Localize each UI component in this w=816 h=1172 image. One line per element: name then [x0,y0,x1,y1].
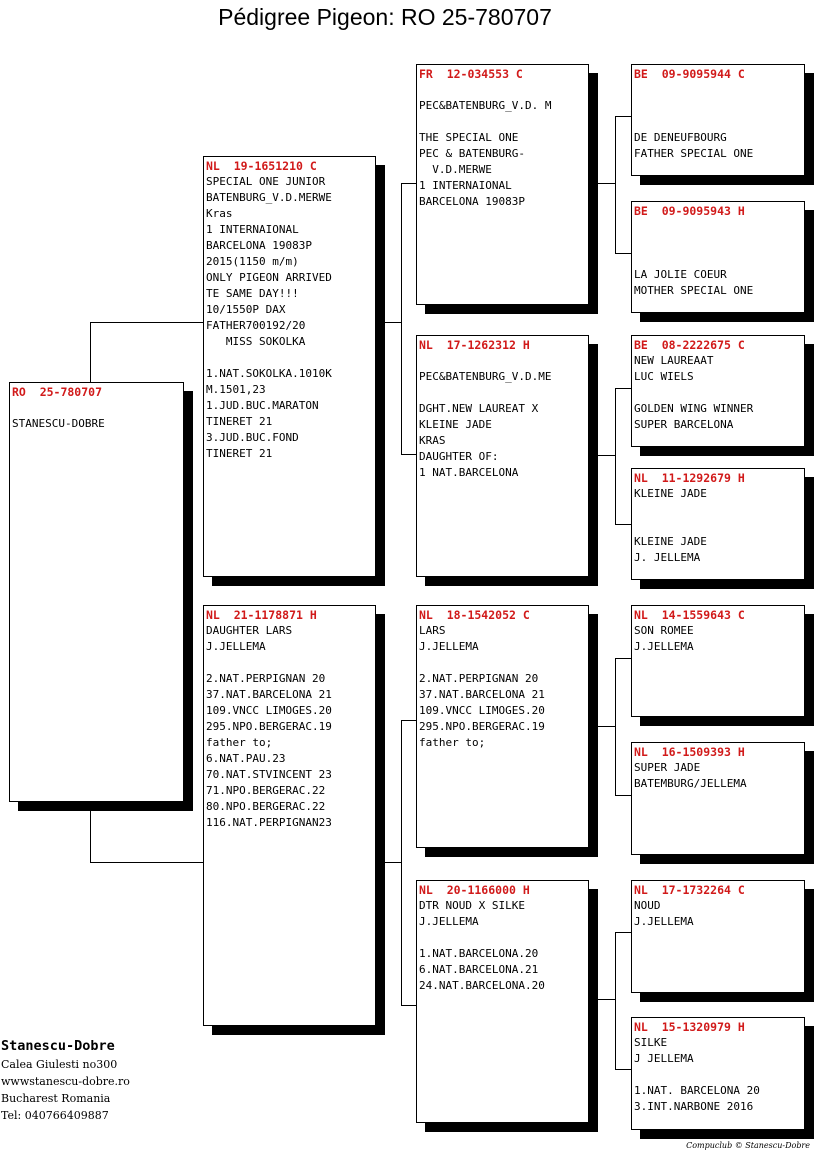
breeder-name: Stanescu-Dobre [1,1038,115,1054]
connector [384,862,401,863]
pigeon-notes: KLEINE JADE KLEINE JADE J. JELLEMA [634,487,707,564]
breeder-website: wwwstanescu-dobre.ro [1,1075,130,1088]
page-title: Pédigree Pigeon: RO 25-780707 [218,4,552,30]
pigeon-notes: DTR NOUD X SILKE J.JELLEMA 1.NAT.BARCELONA.20 6.NAT.BARCELONA.21 24.NAT.BARCELONA.20 [419,899,545,992]
ring-number: NL 16-1509393 H [634,745,745,759]
connector [615,388,632,389]
connector [615,658,632,659]
ring-number: BE 09-9095943 H [634,204,745,218]
ring-number: FR 12-034553 C [419,67,523,81]
connector [90,862,204,863]
pigeon-notes: STANESCU-DOBRE [12,417,105,430]
pigeon-notes: LA JOLIE COEUR MOTHER SPECIAL ONE [634,268,754,297]
pigeon-notes: PEC&BATENBURG_V.D.ME DGHT.NEW LAUREAT X KLEINE JADE KRAS DAUGHTER OF: 1 NAT.BARCELONA [419,370,552,479]
pigeon-notes: NEW LAUREAAT LUC WIELS GOLDEN WING WINNER SUPER BARCELONA [634,354,754,431]
ring-number: NL 18-1542052 C [419,608,530,622]
connector [615,524,632,525]
pigeon-notes: DAUGHTER LARS J.JELLEMA 2.NAT.PERPIGNAN 20 37.NAT.BARCELONA 21 109.VNCC LIMOGES.20 295.NPO.BERGERAC.19 father to; 6.NAT.PAU.23 70.NAT.STVINCENT 23 71.NPO.BERGERAC.22 80.NPO.BERGERAC.22 116.NAT.PERPIGNAN23 [206,624,332,829]
connector [384,322,401,323]
connector [615,253,632,254]
ring-number: BE 09-9095944 C [634,67,745,81]
pigeon-notes: SON ROMEE J.JELLEMA [634,624,694,653]
connector [401,720,402,1005]
connector [615,932,632,933]
ring-number: NL 15-1320979 H [634,1020,745,1034]
connector [615,388,616,524]
pigeon-card-sds [631,335,805,447]
connector [597,455,615,456]
connector [597,183,615,184]
ring-number: RO 25-780707 [12,385,103,399]
connector [90,810,91,863]
connector [401,183,402,454]
connector [401,720,417,721]
pigeon-card-ssd [631,201,805,313]
pigeon-notes: SUPER JADE BATEMBURG/JELLEMA [634,761,747,790]
pigeon-notes: LARS J.JELLEMA 2.NAT.PERPIGNAN 20 37.NAT.BARCELONA 21 109.VNCC LIMOGES.20 295.NPO.BERGERAC.19 father to; [419,624,545,749]
pigeon-card-dam-sire [416,605,589,848]
ring-number: NL 17-1262312 H [419,338,530,352]
pigeon-notes: SPECIAL ONE JUNIOR BATENBURG_V.D.MERWE Kras 1 INTERNAIONAL BARCELONA 19083P 2015(1150 m/m) ONLY PIGEON ARRIVED TE SAME DAY!!! 10/1550P DAX FATHER700192/20 MISS SOKOLKA 1.NAT.SOKOLKA.1010K M.1501,23 1.JUD.BUC.MARATON TINERET 21 3.JUD.BUC.FOND TINERET 21 [206,175,332,460]
pigeon-card-dds [631,880,805,993]
pigeon-card-dam [203,605,376,1026]
pigeon-notes: SILKE J JELLEMA 1.NAT. BARCELONA 20 3.INT.NARBONE 2016 [634,1036,760,1113]
ring-number: BE 08-2222675 C [634,338,745,352]
connector [90,322,91,382]
pigeon-notes: NOUD J.JELLEMA [634,899,694,928]
breeder-address-line: Calea Giulesti no300 [1,1058,118,1071]
software-credit: Compuclub © Stanescu-Dobre [686,1141,810,1150]
pigeon-card-sdd [631,468,805,580]
connector [401,183,417,184]
connector [90,322,204,323]
connector [615,1069,632,1070]
pigeon-card-ddd [631,1017,805,1130]
pigeon-card-sss [631,64,805,176]
breeder-info [1,1036,130,1124]
breeder-city: Bucharest Romania [1,1092,111,1105]
pigeon-card-sire-dam [416,335,589,577]
connector [401,1005,417,1006]
connector [615,932,616,1069]
ring-number: NL 20-1166000 H [419,883,530,897]
connector [615,795,632,796]
pigeon-card-subject [9,382,184,802]
connector [401,454,417,455]
ring-number: NL 17-1732264 C [634,883,745,897]
pigeon-card-dam-dam [416,880,589,1123]
pigeon-card-dsd [631,742,805,855]
ring-number: NL 21-1178871 H [206,608,317,622]
pigeon-card-dss [631,605,805,717]
pigeon-card-sire-sire [416,64,589,305]
ring-number: NL 14-1559643 C [634,608,745,622]
connector [615,116,632,117]
connector [615,658,616,795]
pigeon-card-sire [203,156,376,577]
connector [597,726,615,727]
connector [615,116,616,253]
pigeon-notes: PEC&BATENBURG_V.D. M THE SPECIAL ONE PEC & BATENBURG- V.D.MERWE 1 INTERNAIONAL BARCELONA 19083P [419,99,552,208]
breeder-phone: Tel: 040766409887 [1,1109,109,1122]
pigeon-notes: DE DENEUFBOURG FATHER SPECIAL ONE [634,131,754,160]
ring-number: NL 11-1292679 H [634,471,745,485]
ring-number: NL 19-1651210 C [206,159,317,173]
connector [597,999,615,1000]
